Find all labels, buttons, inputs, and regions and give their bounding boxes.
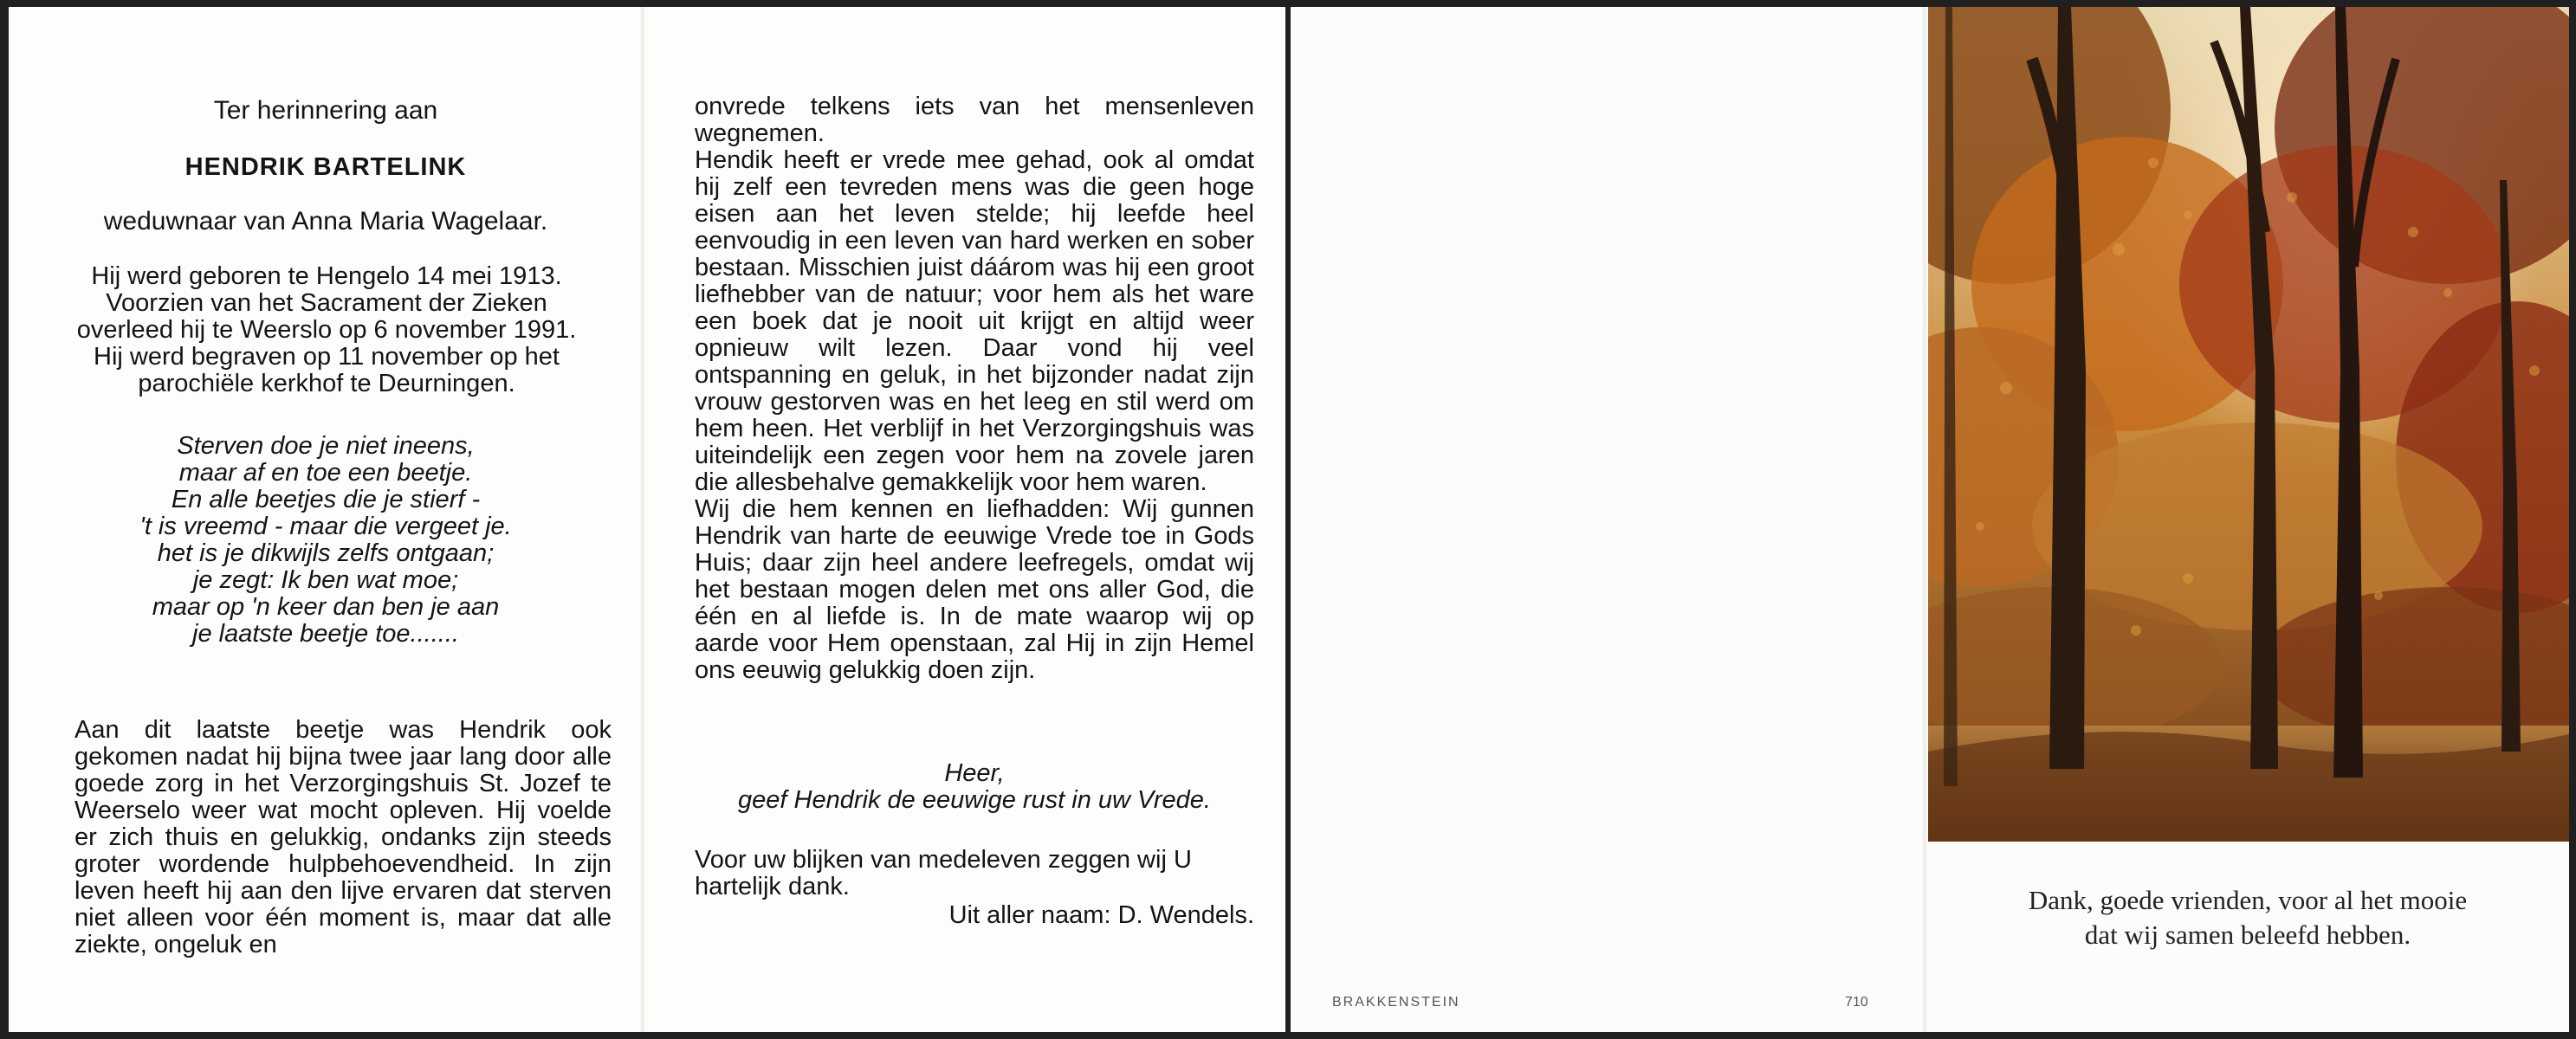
memorial-card-photo-panel [1926,7,2569,1032]
poem-line: het is je dikwijls zelfs ontgaan; [157,539,495,567]
intro-line: Ter herinnering aan [213,96,438,125]
prayer-line: geef Hendrik de eeuwige rust in uw Vrede. [738,786,1211,814]
signature-line: Uit aller naam: D. Wendels. [948,901,1254,929]
bio-line: Hij werd geboren te Hengelo 14 mei 1913. [91,262,562,290]
story-text-left: Aan dit laatste beetje was Hendrik ook gekomen nadat hij bijna twee jaar lang door alle goede zorg in het Verzorgingshuis St. Jozef te Weerselo weer wat mocht opleven. Hij voelde er zich thuis en gelukkig, ondanks zijn steeds groter wordende hulpbehoevendheid. In zijn leven heeft hij aan den lijve ervaren dat sterven niet alleen voor één moment is, maar dat alle ziekte, ongeluk en [74,716,612,958]
bio-line: Hij werd begraven op 11 november op het [94,343,560,371]
poem-line: maar af en toe een beetje. [178,459,473,487]
poem-line: je laatste beetje toe....... [192,620,459,648]
autumn-forest-photo [1928,7,2569,842]
prayer-line: Heer, [944,759,1005,787]
memorial-card-middle-panel [643,7,1285,1032]
biography-block [74,263,579,397]
poem-line: Sterven doe je niet ineens, [177,432,475,460]
story-paragraph: Wij die hem kennen en liefhadden: Wij gunnen Hendrik van harte de eeuwige Vrede toe in Gods Huis; daar zijn heel andere leefregels, omdat wij het bestaan mogen delen met ons aller God, die één en al liefde is. In de mate waarop wij op aarde voor Hem openstaan, zal Hij in zijn Hemel ons eeuwig gelukkig doen zijn. [695,495,1254,684]
caption-line: Dank, goede vrienden, voor al het mooie [2028,885,2468,915]
story-paragraph: Hendik heeft er vrede mee gehad, ook al omdat hij zelf een tevreden mens was die geen hoge eisen aan het leven stelde; hij leefde heel eenvoudig in een leven van hard werken en sober bestaan. Misschien juist dáárom was hij een groot liefhebber van de natuur; voor hem als het ware een boek dat je nooit uit krijgt en altijd weer opnieuw wilt lezen. Daar vond hij veel ontspanning en geluk, in het bijzonder nadat zijn vrouw gestorven was en het leeg en stil werd om hem heen. Het verblijf in het Verzorgingshuis was uiteindelijk een zegen voor hem na zovele jaren die allesbehalve gemakkelijk voor hem waren. [695,146,1254,496]
poem-line: maar op 'n keer dan ben je aan [152,593,500,621]
memorial-card-left-panel [9,7,643,1032]
poem-line: 't is vreemd - maar die vergeet je. [139,513,512,540]
poem-line: En alle beetjes die je stierf - [171,486,481,513]
poem-block [9,433,643,648]
caption-line: dat wij samen beleefd hebben. [2084,920,2411,950]
prayer-block [695,760,1254,814]
deceased-name: HENDRIK BARTELINK [184,153,467,181]
story-paragraph: onvrede telkens iets van het mensenleven wegnemen. [695,93,1254,147]
story-text-right [695,94,1254,684]
photo-caption [1926,883,2569,952]
card-number: 710 [1845,995,1868,1010]
bio-line: parochiële kerkhof te Deurningen. [138,370,515,397]
fold-line [641,7,644,1032]
spouse-line: weduwnaar van Anna Maria Wagelaar. [103,207,548,236]
thanks-text: Voor uw blijken van medeleven zeggen wij U hartelijk dank. [695,846,1192,900]
publisher-imprint: BRAKKENSTEIN [1332,995,1460,1010]
bio-line: Voorzien van het Sacrament der Zieken [106,289,547,317]
memorial-card-back-panel [1291,7,1923,1032]
poem-line: je zegt: Ik ben wat moe; [192,566,459,594]
bio-line: overleed hij te Weerslo op 6 november 1991. [76,316,577,344]
